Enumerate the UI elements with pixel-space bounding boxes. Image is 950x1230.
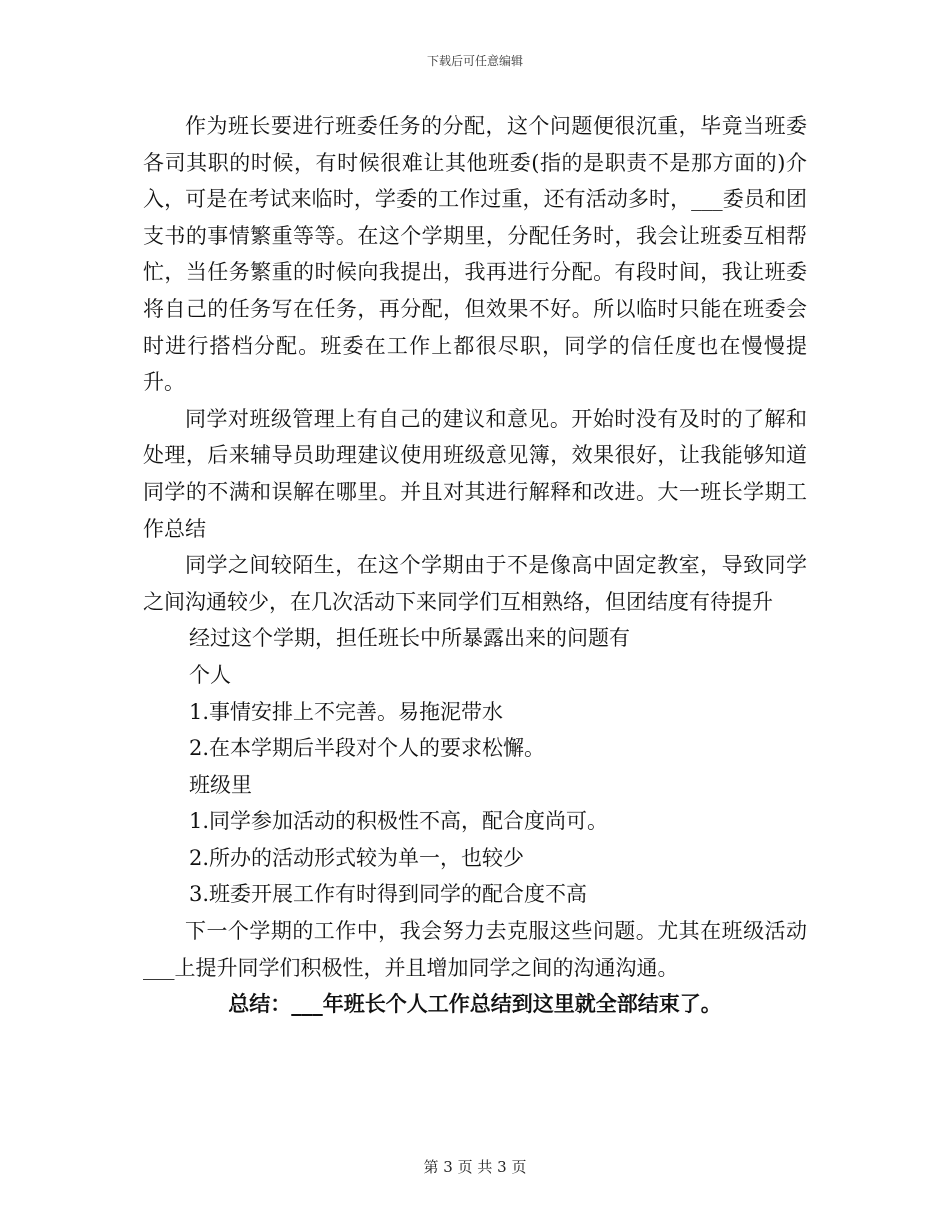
page-footer: 第 3 页 共 3 页 (423, 1158, 527, 1176)
list-item: 3.班委开展工作有时得到同学的配合度不高 (189, 882, 588, 907)
section-heading-class: 班级里 (189, 772, 252, 797)
paragraph-classmate-relations: 同学之间较陌生，在这个学期由于不是像高中固定教室，导致同学之间沟通较少，在几次活动下来同学们互相熟络，但团结度有待提升 (143, 553, 807, 614)
summary-line: 总结：___年班长个人工作总结到这里就全部结束了。 (228, 991, 722, 1017)
document-body (143, 108, 807, 1023)
section-heading-personal: 个人 (189, 662, 231, 687)
list-item: 2.所办的活动形式较为单一，也较少 (189, 845, 525, 870)
paragraph-next-semester: 下一个学期的工作中，我会努力去克服这些问题。尤其在班级活动___上提升同学们积极性，并且增加同学之间的沟通沟通。 (143, 919, 807, 980)
list-item: 1.事情安排上不完善。易拖泥带水 (189, 699, 504, 724)
page-header: 下载后可任意编辑 (426, 54, 523, 68)
problems-intro-line: 经过这个学期，担任班长中所暴露出来的问题有 (189, 626, 630, 651)
list-item: 1.同学参加活动的积极性不高，配合度尚可。 (189, 809, 609, 834)
list-item: 2.在本学期后半段对个人的要求松懈。 (189, 736, 546, 761)
paragraph-task-allocation: 作为班长要进行班委任务的分配，这个问题便很沉重，毕竟当班委各司其职的时候，有时候很难让其他班委(指的是职责不是那方面的)介入，可是在考试来临时，学委的工作过重，还有活动多时，___委员和团支书的事情繁重等等。在这个学期里，分配任务时，我会让班委互相帮忙，当任务繁重的时候向我提出，我再进行分配。有段时间，我让班委将自己的任务写在任务，再分配，但效果不好。所以临时只能在班委会时进行搭档分配。班委在工作上都很尽职，同学的信任度也在慢慢提升。 (143, 114, 807, 395)
paragraph-class-suggestions: 同学对班级管理上有自己的建议和意见。开始时没有及时的了解和处理，后来辅导员助理建议使用班级意见簿，效果很好，让我能够知道同学的不满和误解在哪里。并且对其进行解释和改进。大一班长学期工作总结 (143, 406, 807, 541)
